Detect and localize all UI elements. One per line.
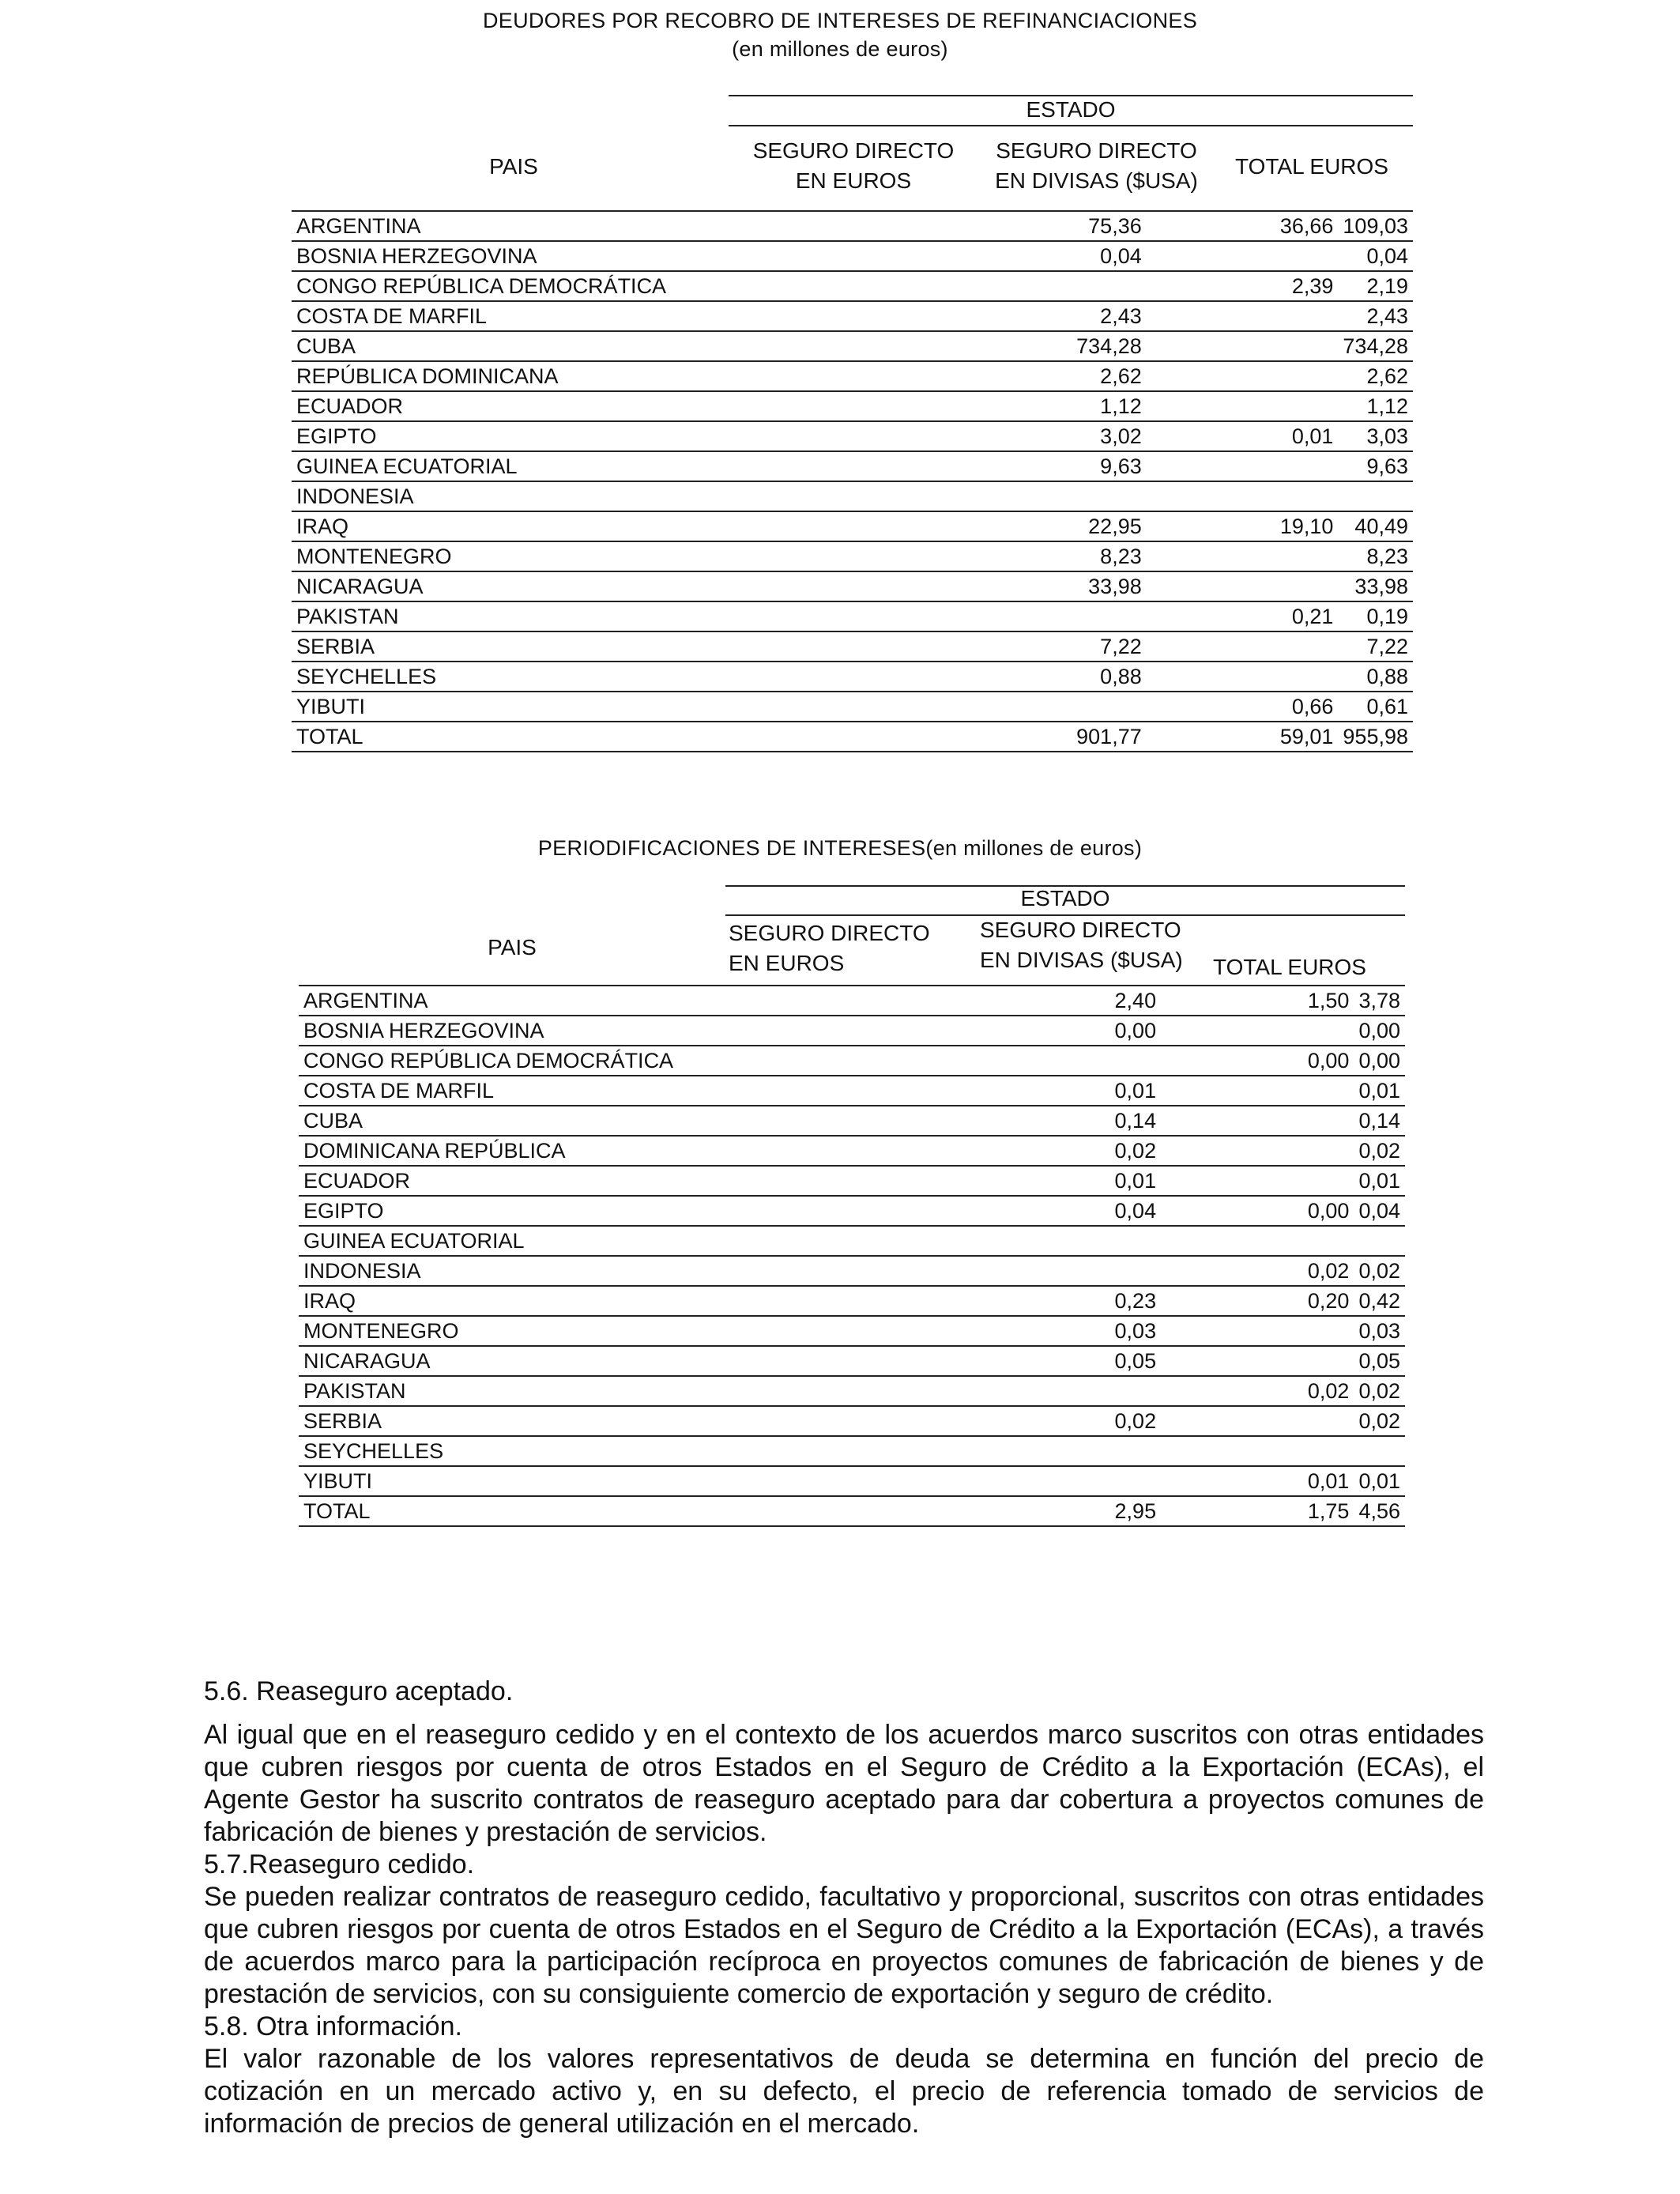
total-cell: 3,78 — [1354, 986, 1405, 1016]
value-cell: 734,28 — [718, 331, 1147, 361]
table2-col1-header — [729, 918, 966, 978]
value-cell — [1147, 541, 1339, 571]
value-cell — [1161, 1346, 1354, 1376]
table-row — [292, 541, 1413, 571]
total-cell: 40,49 — [1338, 511, 1413, 541]
value-cell: 0,05 — [716, 1346, 1161, 1376]
table1-estado-underline — [729, 125, 1413, 126]
table-row — [292, 361, 1413, 391]
total-cell: 0,01 — [1354, 1076, 1405, 1106]
total-cell: 955,98 — [1338, 722, 1413, 752]
total-cell — [1338, 481, 1413, 511]
table-row — [292, 481, 1413, 511]
table1-col1-header — [735, 136, 972, 196]
table-row — [299, 1316, 1405, 1346]
value-cell — [1161, 1016, 1354, 1046]
total-cell: 7,22 — [1338, 631, 1413, 662]
value-cell: 0,00 — [1161, 1046, 1354, 1076]
total-cell: 0,05 — [1354, 1346, 1405, 1376]
table-row — [292, 722, 1413, 752]
value-cell: 0,01 — [1147, 421, 1339, 451]
total-cell: 9,63 — [1338, 451, 1413, 481]
total-cell: 2,43 — [1338, 301, 1413, 331]
total-cell: 3,03 — [1338, 421, 1413, 451]
total-cell: 0,01 — [1354, 1166, 1405, 1196]
table-row — [299, 1076, 1405, 1106]
table2-col1-header-line2: EN EUROS — [729, 951, 845, 975]
value-cell — [1161, 1406, 1354, 1436]
table1-col2-header-line1: SEGURO DIRECTO — [996, 138, 1197, 163]
country-cell: NICARAGUA — [299, 1346, 716, 1376]
country-cell: TOTAL — [299, 1496, 716, 1526]
table1-subtitle: (en millones de euros) — [732, 37, 948, 61]
value-cell — [718, 481, 1147, 511]
section-5-8-body: El valor razonable de los valores representativos de deuda se determina en función del precio de cotización en un mercado activo y, en su defecto, el precio de referencia tomado de servicios de información de precios de general utilización en el mercado. — [204, 2044, 1484, 2139]
total-cell: 0,14 — [1354, 1106, 1405, 1136]
value-cell — [1147, 481, 1339, 511]
value-cell: 22,95 — [718, 511, 1147, 541]
country-cell: SERBIA — [292, 631, 718, 662]
value-cell — [1161, 1136, 1354, 1166]
table2-pais-header: PAIS — [488, 935, 537, 959]
country-cell: MONTENEGRO — [299, 1316, 716, 1346]
value-cell — [1161, 1436, 1354, 1466]
country-cell: GUINEA ECUATORIAL — [299, 1226, 716, 1256]
value-cell: 3,02 — [718, 421, 1147, 451]
table2 — [299, 985, 1405, 1527]
table1-pais-header: PAIS — [489, 154, 538, 179]
value-cell — [716, 1226, 1161, 1256]
table-row — [299, 1016, 1405, 1046]
country-cell: EGIPTO — [292, 421, 718, 451]
table2-col3-header: TOTAL EUROS — [1213, 955, 1366, 979]
table-row — [292, 662, 1413, 692]
total-cell: 0,04 — [1338, 241, 1413, 271]
value-cell: 0,01 — [716, 1076, 1161, 1106]
notes-section — [204, 1676, 1484, 2140]
value-cell: 0,00 — [716, 1016, 1161, 1046]
table-row — [299, 1226, 1405, 1256]
value-cell: 2,43 — [718, 301, 1147, 331]
country-cell: DOMINICANA REPÚBLICA — [299, 1136, 716, 1166]
table-row — [292, 601, 1413, 631]
total-cell: 0,61 — [1338, 692, 1413, 722]
value-cell: 0,02 — [716, 1406, 1161, 1436]
country-cell: BOSNIA HERZEGOVINA — [292, 241, 718, 271]
table1-col1-header-line1: SEGURO DIRECTO — [752, 138, 955, 163]
value-cell: 0,20 — [1161, 1286, 1354, 1316]
country-cell: INDONESIA — [299, 1256, 716, 1286]
table-row — [299, 1466, 1405, 1496]
country-cell: INDONESIA — [292, 481, 718, 511]
country-cell: MONTENEGRO — [292, 541, 718, 571]
total-cell — [1354, 1226, 1405, 1256]
table2-title: PERIODIFICACIONES DE INTERESES(en millones de euros) — [537, 836, 1143, 860]
table-row — [299, 1196, 1405, 1226]
value-cell: 9,63 — [718, 451, 1147, 481]
table-row — [292, 511, 1413, 541]
section-5-8-heading: 5.8. Otra información. — [204, 2011, 462, 2041]
country-cell: ECUADOR — [292, 391, 718, 421]
country-cell: CUBA — [292, 331, 718, 361]
value-cell — [718, 601, 1147, 631]
value-cell — [716, 1436, 1161, 1466]
table2-col1-header-line1: SEGURO DIRECTO — [729, 921, 930, 945]
table-row — [292, 241, 1413, 271]
value-cell: 36,66 — [1147, 211, 1339, 241]
country-cell: ARGENTINA — [292, 211, 718, 241]
table1-col2-header — [976, 136, 1217, 196]
table1-col3-header: TOTAL EUROS — [1235, 154, 1388, 179]
value-cell: 0,01 — [716, 1166, 1161, 1196]
total-cell: 0,00 — [1354, 1016, 1405, 1046]
value-cell: 0,03 — [716, 1316, 1161, 1346]
total-cell: 0,42 — [1354, 1286, 1405, 1316]
table-row — [292, 631, 1413, 662]
total-cell: 0,03 — [1354, 1316, 1405, 1346]
total-cell: 1,12 — [1338, 391, 1413, 421]
country-cell: CONGO REPÚBLICA DEMOCRÁTICA — [299, 1046, 716, 1076]
country-cell: REPÚBLICA DOMINICANA — [292, 361, 718, 391]
table1-estado-header: ESTADO — [1026, 97, 1116, 122]
value-cell: 0,21 — [1147, 601, 1339, 631]
total-cell: 8,23 — [1338, 541, 1413, 571]
table-row — [292, 451, 1413, 481]
total-cell: 0,00 — [1354, 1046, 1405, 1076]
country-cell: YIBUTI — [292, 692, 718, 722]
section-5-6-heading: 5.6. Reaseguro aceptado. — [204, 1676, 514, 1706]
country-cell: SERBIA — [299, 1406, 716, 1436]
value-cell — [716, 1046, 1161, 1076]
value-cell: 1,75 — [1161, 1496, 1354, 1526]
country-cell: CONGO REPÚBLICA DEMOCRÁTICA — [292, 271, 718, 301]
value-cell — [1161, 1076, 1354, 1106]
table-row — [292, 571, 1413, 601]
table1-col1-header-line2: EN EUROS — [795, 168, 912, 193]
table1-col2-header-line2: EN DIVISAS ($USA) — [995, 168, 1198, 193]
total-cell: 0,88 — [1338, 662, 1413, 692]
value-cell — [1147, 301, 1339, 331]
country-cell: IRAQ — [299, 1286, 716, 1316]
value-cell — [718, 692, 1147, 722]
country-cell: BOSNIA HERZEGOVINA — [299, 1016, 716, 1046]
total-cell: 0,04 — [1354, 1196, 1405, 1226]
country-cell: SEYCHELLES — [299, 1436, 716, 1466]
value-cell: 0,00 — [1161, 1196, 1354, 1226]
total-cell: 0,02 — [1354, 1376, 1405, 1406]
section-5-7-body: Se pueden realizar contratos de reaseguro cedido, facultativo y proporcional, suscritos con otras entidades que cubren riesgos por cuenta de otros Estados en el Seguro de Crédito a la Exportación (ECAs), a través de acuerdos marco para la participación recíproca en proyectos comunes de fabricación de bienes y de prestación de servicios, con su consiguiente comercio de exportación y seguro de crédito. — [204, 1882, 1484, 2009]
table-row — [292, 301, 1413, 331]
table-row — [299, 1136, 1405, 1166]
table2-col2-header-line2: EN DIVISAS ($USA) — [980, 948, 1183, 972]
value-cell — [1161, 1316, 1354, 1346]
table-row — [299, 1376, 1405, 1406]
total-cell: 109,03 — [1338, 211, 1413, 241]
country-cell: ARGENTINA — [299, 986, 716, 1016]
value-cell: 7,22 — [718, 631, 1147, 662]
value-cell — [1161, 1166, 1354, 1196]
value-cell — [1147, 451, 1339, 481]
total-cell: 4,56 — [1354, 1496, 1405, 1526]
country-cell: SEYCHELLES — [292, 662, 718, 692]
value-cell: 0,04 — [716, 1196, 1161, 1226]
country-cell: IRAQ — [292, 511, 718, 541]
table1-title: DEUDORES POR RECOBRO DE INTERESES DE REFINANCIACIONES — [482, 9, 1198, 32]
total-cell: 2,62 — [1338, 361, 1413, 391]
section-5-7-heading: 5.7.Reaseguro cedido. — [204, 1849, 475, 1879]
total-cell: 0,02 — [1354, 1136, 1405, 1166]
value-cell — [1147, 571, 1339, 601]
value-cell — [1147, 361, 1339, 391]
table-row — [299, 1256, 1405, 1286]
country-cell: GUINEA ECUATORIAL — [292, 451, 718, 481]
value-cell: 75,36 — [718, 211, 1147, 241]
value-cell: 0,23 — [716, 1286, 1161, 1316]
table-row — [299, 986, 1405, 1016]
value-cell — [1147, 391, 1339, 421]
value-cell — [1161, 1106, 1354, 1136]
value-cell: 1,50 — [1161, 986, 1354, 1016]
value-cell: 0,02 — [716, 1136, 1161, 1166]
table-row — [299, 1406, 1405, 1436]
total-cell: 0,02 — [1354, 1256, 1405, 1286]
table2-estado-header: ESTADO — [1020, 886, 1110, 910]
value-cell: 0,02 — [1161, 1376, 1354, 1406]
table-row — [299, 1496, 1405, 1526]
table-row — [299, 1166, 1405, 1196]
value-cell: 0,01 — [1161, 1466, 1354, 1496]
table-row — [292, 331, 1413, 361]
country-cell: YIBUTI — [299, 1466, 716, 1496]
value-cell: 1,12 — [718, 391, 1147, 421]
value-cell — [716, 1256, 1161, 1286]
value-cell — [1147, 241, 1339, 271]
country-cell: PAKISTAN — [292, 601, 718, 631]
total-cell: 0,19 — [1338, 601, 1413, 631]
table-row — [299, 1286, 1405, 1316]
value-cell: 33,98 — [718, 571, 1147, 601]
country-cell: CUBA — [299, 1106, 716, 1136]
value-cell: 0,04 — [718, 241, 1147, 271]
country-cell: TOTAL — [292, 722, 718, 752]
value-cell: 0,88 — [718, 662, 1147, 692]
value-cell: 0,14 — [716, 1106, 1161, 1136]
table2-col2-header — [980, 915, 1209, 975]
value-cell: 2,39 — [1147, 271, 1339, 301]
total-cell: 0,01 — [1354, 1466, 1405, 1496]
value-cell: 2,95 — [716, 1496, 1161, 1526]
value-cell: 2,62 — [718, 361, 1147, 391]
value-cell — [1147, 662, 1339, 692]
table1 — [292, 210, 1413, 752]
value-cell: 2,40 — [716, 986, 1161, 1016]
value-cell — [716, 1466, 1161, 1496]
country-cell: EGIPTO — [299, 1196, 716, 1226]
table-row — [299, 1436, 1405, 1466]
table-row — [292, 391, 1413, 421]
value-cell: 59,01 — [1147, 722, 1339, 752]
country-cell: NICARAGUA — [292, 571, 718, 601]
value-cell — [1147, 331, 1339, 361]
table-row — [299, 1046, 1405, 1076]
total-cell: 734,28 — [1338, 331, 1413, 361]
section-5-6-body: Al igual que en el reaseguro cedido y en el contexto de los acuerdos marco suscritos con otras entidades que cubren riesgos por cuenta de otros Estados en el Seguro de Crédito a la Exportación (ECAs), el Agente Gestor ha suscrito contratos de reaseguro aceptado para dar cobertura a proyectos comunes de fabricación de bienes y prestación de servicios. — [204, 1720, 1484, 1847]
value-cell: 901,77 — [718, 722, 1147, 752]
table-row — [292, 421, 1413, 451]
country-cell: ECUADOR — [299, 1166, 716, 1196]
value-cell: 8,23 — [718, 541, 1147, 571]
total-cell: 0,02 — [1354, 1406, 1405, 1436]
value-cell: 0,66 — [1147, 692, 1339, 722]
table-row — [292, 271, 1413, 301]
value-cell — [716, 1376, 1161, 1406]
table-row — [292, 211, 1413, 241]
table-row — [299, 1346, 1405, 1376]
value-cell — [1161, 1226, 1354, 1256]
table-row — [299, 1106, 1405, 1136]
total-cell — [1354, 1436, 1405, 1466]
table-row — [292, 692, 1413, 722]
country-cell: COSTA DE MARFIL — [292, 301, 718, 331]
total-cell: 33,98 — [1338, 571, 1413, 601]
value-cell — [1147, 631, 1339, 662]
country-cell: PAKISTAN — [299, 1376, 716, 1406]
table2-col2-header-line1: SEGURO DIRECTO — [980, 918, 1181, 942]
value-cell: 0,02 — [1161, 1256, 1354, 1286]
value-cell: 19,10 — [1147, 511, 1339, 541]
value-cell — [718, 271, 1147, 301]
total-cell: 2,19 — [1338, 271, 1413, 301]
country-cell: COSTA DE MARFIL — [299, 1076, 716, 1106]
